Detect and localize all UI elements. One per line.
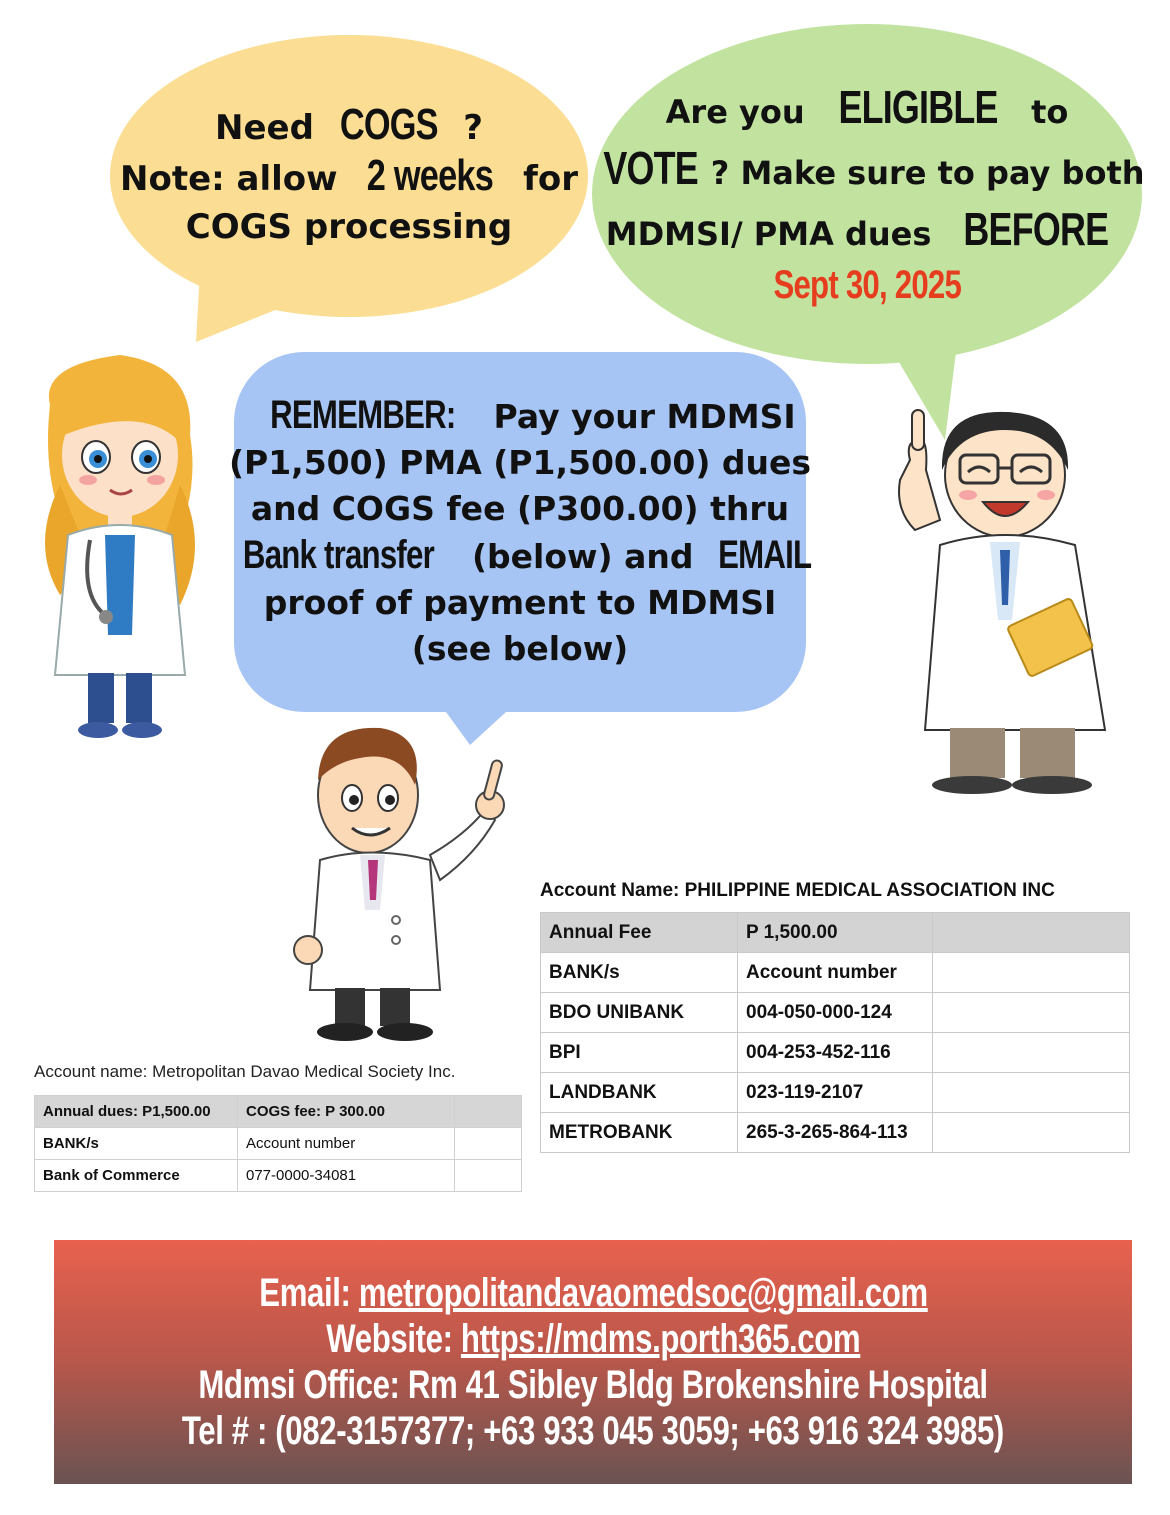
pma-cell: BANK/s xyxy=(541,953,738,993)
mdmsi-cell: 077-0000-34081 xyxy=(238,1160,455,1192)
pma-cell: 023-119-2107 xyxy=(738,1073,933,1113)
mdmsi-cell: COGS fee: P 300.00 xyxy=(238,1096,455,1128)
mdmsi-cell: Annual dues: P1,500.00 xyxy=(35,1096,238,1128)
footer-website-line: Website: https://mdms.porth365.com xyxy=(326,1317,860,1361)
cogs-line-2: Note: allow 2 weeks for xyxy=(120,151,578,200)
pma-cell: Annual Fee xyxy=(541,913,738,953)
email-link[interactable]: metropolitandavaomedsoc@gmail.com xyxy=(358,1271,928,1315)
pma-cell: 004-253-452-116 xyxy=(738,1033,933,1073)
mdmsi-cell-empty xyxy=(455,1160,522,1192)
pma-cell: 004-050-000-124 xyxy=(738,993,933,1033)
remember-line-1: REMEMBER: Pay your MDMSI xyxy=(270,393,796,437)
remember-line-4: Bank transfer (below) and EMAIL xyxy=(242,533,812,577)
vote-line-3: MDMSI/ PMA dues BEFORE xyxy=(605,202,1108,255)
footer-email-line: Email: metropolitandavaomedsoc@gmail.com xyxy=(258,1271,928,1315)
pma-cell-empty xyxy=(933,1113,1130,1153)
vote-line-2: VOTE ? Make sure to pay both xyxy=(602,141,1145,194)
vote-deadline: Sept 30, 2025 xyxy=(773,262,961,307)
website-link[interactable]: https://mdms.porth365.com xyxy=(460,1317,860,1361)
remember-line-2: (P1,500) PMA (P1,500.00) dues xyxy=(228,443,812,482)
table-row xyxy=(541,1073,1130,1113)
table-row xyxy=(541,1033,1130,1073)
table-row xyxy=(541,1113,1130,1153)
footer-tel-line: Tel # : (082-3157377; +63 933 045 3059; +63 916 324 3985) xyxy=(181,1409,1004,1453)
pma-cell: METROBANK xyxy=(541,1113,738,1153)
male-doctor-pointing-illustration xyxy=(290,720,520,1045)
cogs-note-bubble xyxy=(110,35,588,317)
remember-payment-bubble xyxy=(228,352,812,712)
senior-doctor-illustration xyxy=(880,400,1120,795)
table-row xyxy=(35,1128,522,1160)
pma-cell-empty xyxy=(933,993,1130,1033)
pma-cell: 265-3-265-864-113 xyxy=(738,1113,933,1153)
footer-office-line: Mdmsi Office: Rm 41 Sibley Bldg Brokenshire Hospital xyxy=(198,1363,988,1407)
mdmsi-cell: Account number xyxy=(238,1128,455,1160)
female-doctor-illustration xyxy=(20,345,220,745)
mdmsi-cell: BANK/s xyxy=(35,1128,238,1160)
contact-footer xyxy=(54,1240,1132,1484)
remember-line-3: and COGS fee (P300.00) thru xyxy=(250,489,790,528)
cogs-line-1: Need COGS ? xyxy=(215,100,483,149)
vote-eligibility-bubble xyxy=(592,24,1145,364)
remember-line-5: proof of payment to MDMSI xyxy=(263,583,777,622)
mdmsi-account-name: Account name: Metropolitan Davao Medical Society Inc. xyxy=(34,1062,456,1081)
table-row xyxy=(35,1096,522,1128)
pma-cell: BPI xyxy=(541,1033,738,1073)
pma-cell: LANDBANK xyxy=(541,1073,738,1113)
mdmsi-cell-empty xyxy=(455,1096,522,1128)
pma-bank-table xyxy=(540,912,1130,1153)
pma-cell-empty xyxy=(933,913,1130,953)
table-row xyxy=(35,1160,522,1192)
remember-line-6: (see below) xyxy=(411,629,629,668)
pma-cell-empty xyxy=(933,953,1130,993)
pma-cell: P 1,500.00 xyxy=(738,913,933,953)
table-row xyxy=(541,953,1130,993)
mdmsi-cell: Bank of Commerce xyxy=(35,1160,238,1192)
table-row xyxy=(541,993,1130,1033)
pma-account-name: Account Name: PHILIPPINE MEDICAL ASSOCIATION INC xyxy=(540,880,1055,901)
pma-cell: BDO UNIBANK xyxy=(541,993,738,1033)
pma-cell-empty xyxy=(933,1033,1130,1073)
pma-cell-empty xyxy=(933,1073,1130,1113)
vote-line-1: Are you ELIGIBLE to xyxy=(665,80,1069,133)
pma-cell: Account number xyxy=(738,953,933,993)
table-row xyxy=(541,913,1130,953)
mdmsi-bank-table xyxy=(34,1095,522,1192)
cogs-line-3: COGS processing xyxy=(185,207,513,247)
mdmsi-cell-empty xyxy=(455,1128,522,1160)
